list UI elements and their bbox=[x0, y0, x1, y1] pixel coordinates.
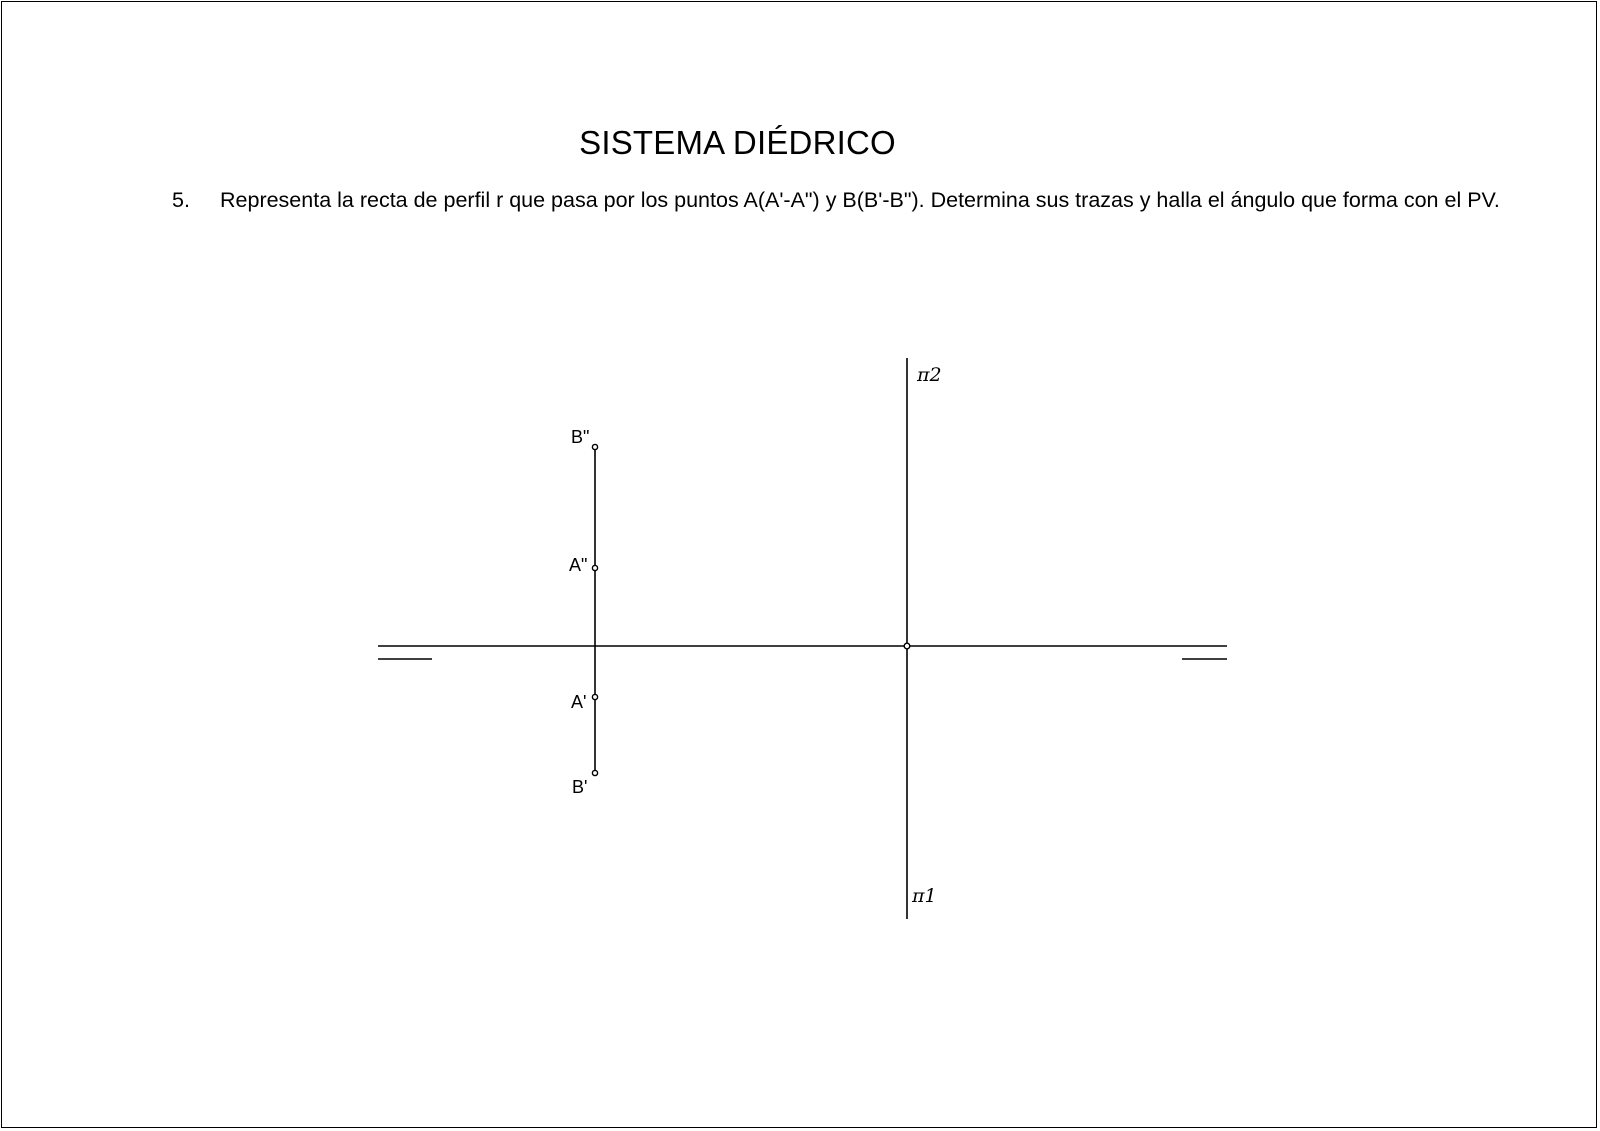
page-title: SISTEMA DIÉDRICO bbox=[579, 124, 896, 161]
point-A-vertical bbox=[592, 565, 597, 570]
point-B-horizontal bbox=[592, 770, 597, 775]
label-A-horizontal: A' bbox=[571, 692, 587, 712]
label-pi1: π1 bbox=[912, 885, 937, 907]
label-B-vertical: B" bbox=[571, 427, 590, 447]
label-A-vertical: A" bbox=[569, 555, 588, 575]
point-A-horizontal bbox=[592, 694, 597, 699]
exercise-text: Representa la recta de perfil r que pasa por los puntos A(A'-A") y B(B'-B"). Determina sus trazas y halla el ángulo que forma con el PV. bbox=[220, 188, 1500, 212]
point-B-vertical bbox=[592, 444, 597, 449]
label-B-horizontal: B' bbox=[572, 777, 588, 797]
label-pi2: π2 bbox=[917, 364, 942, 386]
exercise-number: 5. bbox=[172, 188, 190, 212]
origin-point bbox=[904, 643, 910, 649]
